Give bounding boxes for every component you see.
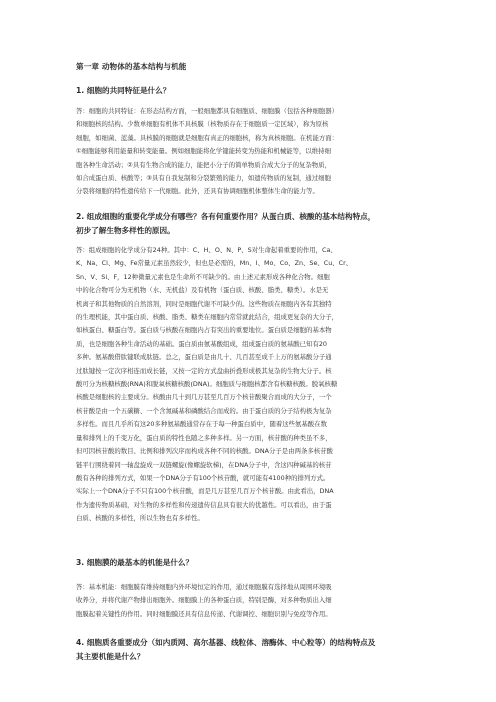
answer-line: 酸可分为核糖核酸(RNA)和脱氧核糖核酸(DNA)。细胞质与细胞核都含有核糖核酸。脱氧核糖: [76, 380, 338, 389]
answer-line: 酸有各种的排列方式，如果一个DNA分子有100个核苷酸，就可能有4100种的排列方式。: [76, 473, 330, 482]
answer-line: 多种。氨基酸借肽键联成肽链。总之，蛋白质是由几十、几百甚至成千上万的氨基酸分子通: [76, 353, 332, 362]
question-line: 初步了解生物多样性的原因。: [76, 225, 175, 235]
answer-line: 链平行围绕着同一轴盘旋成一双链螺旋(像螺旋软梯)，在DNA分子中，含这四种碱基的核苷: [76, 460, 332, 469]
question-3: 3. 细胞膜的最基本的机能是什么？: [76, 558, 194, 567]
answer-line: ①细胞能够利用能量和转变能量。例如细胞能将化学键能转变为热能和机械能等，以维持细: [76, 147, 331, 156]
answer-line: 答：组成细胞的化学成分有24种。其中：C、H、O、N、P、S对生命起着重要的作用，Ca、: [76, 246, 337, 254]
chapter-title: 第一章 动物体的基本结构与机能: [76, 62, 187, 71]
answer-line: 过肽键按一定次序相连而成长链，又按一定的方式盘曲折叠形成极其复杂的生物大分子。核: [76, 366, 332, 375]
answer-line: Sn、V、Si、F，12种微量元素也是生命所不可缺少的。由上述元素形成各种化合物。细胞: [76, 272, 330, 281]
answer-line: 作为遗传物质基础，对生物的多样性和传递遗传信息具有很大的优越性。可以看出，由于蛋: [76, 500, 332, 509]
question-line: 其主要机能是什么？: [76, 651, 145, 661]
answer-line: 核苷酸是由一个五碳糖、一个含氮碱基和磷酸结合而成的。由于蛋白质的分子结构极为复杂: [76, 406, 332, 415]
answer-line: 但可因核苷酸的数目、比例和排列次序而构成各种不同的核酸。DNA分子是由两条多核苷酸: [76, 447, 333, 456]
question-line: 4. 细胞质各重要成分（如内质网、高尔基器、线粒体、溶酶体、中心粒等）的结构特点及: [76, 638, 376, 647]
answer-line: 收养分，并将代谢产物排出细胞外。细胞膜上的各种蛋白质，特别是酶，对多种物质出入细: [76, 596, 332, 605]
answer-line: K、Na、Cl、Mg、Fe常量元素虽然较少，但也是必需的，Mn、I、Mo、Co、Zn、Se、Cu、Cr、: [76, 259, 353, 268]
answer-line: 胞各种生命活动；②具有生物合成的能力，能把小分子的简单物质合成大分子的复杂物质，: [76, 160, 331, 169]
answer-line: 实际上一个DNA分子不只有100个核苷酸，而是几万甚至几百万个核苷酸。由此看出，DNA: [76, 487, 334, 496]
answer-line: 机离子和其他物质的自然溶剂，同时是细胞代谢不可缺少的。这些物质在细胞内各有其独特: [76, 299, 332, 308]
answer-line: 中的化合物可分为无机物（水、无机盐）及有机物（蛋白质、核酸、脂类、糖类）。水是无: [76, 286, 329, 295]
answer-line: 如核蛋白、糖蛋白等。蛋白质与核酸在细胞内占有突出的重要地位。蛋白质是细胞的基本物: [76, 326, 332, 335]
answer-line: 白质、核酸的多样性，所以生物也有多样性。: [76, 514, 204, 523]
question-line: 2. 组成细胞的重要化学成分有哪些？各有何重要作用？从蛋白质、核酸的基本结构特点，: [76, 212, 376, 221]
answer-line: 多样性。而且几乎所有这20多种氨基酸通常存在于每一种蛋白质中，随着这些氨基酸在数: [76, 420, 327, 429]
answer-2: [76, 244, 424, 526]
answer-line: 分裂将细胞的特性遗传给下一代细胞。此外，还具有协调细胞机体整体生命的能力等。: [76, 187, 319, 196]
answer-3: [76, 581, 424, 621]
answer-line: 核酸是细胞核的主要成分。核酸由几十到几万甚至几百万个核苷酸聚合而成的大分子，一个: [76, 393, 332, 402]
answer-line: 细胞，如细菌、蓝藻。具核膜的细胞就是细胞有真正的细胞核，称为真核细胞。在机能方面：: [76, 133, 339, 142]
question-2: [76, 210, 424, 237]
answer-line: 量和排列上的千变万化，蛋白质的特性也随之多种多样。另一方面，核苷酸的种类虽不多，: [76, 433, 332, 442]
question-1: 1. 细胞的共同特征是什么？: [76, 86, 171, 95]
answer-line: 胞膜起着关键性的作用。同时细胞膜还具有信息传递、代谢调控、细胞识别与免疫等作用。: [76, 609, 332, 618]
answer-line: 质，也是细胞各种生命活动的基础。蛋白质由氨基酸组成，组成蛋白质的氨基酸已知有20: [76, 339, 327, 348]
answer-line: 答：细胞的共同特征：在形态结构方面，一般细胞都具有细胞质、细胞膜（包括各种细胞器）: [76, 107, 339, 115]
answer-line: 答：基本机能：细胞膜有维持细胞内外环境恒定的作用，通过细胞膜有选择地从周围环境吸: [76, 583, 332, 591]
question-4: [76, 636, 424, 663]
answer-line: 和细胞核的结构。少数单细胞有机体不具核膜（核物质存在于细胞质一定区域），称为原核: [76, 120, 329, 129]
answer-line: 如合成蛋白质、核酸等；③具有自我复制和分裂繁殖的能力，如遗传物质的复制，通过细胞: [76, 174, 331, 183]
answer-1: [76, 105, 424, 199]
answer-line: 的生理机能，其中蛋白质、核酸、脂类、糖类在细胞内常常就此结合，组成更复杂的大分子，: [76, 313, 339, 322]
